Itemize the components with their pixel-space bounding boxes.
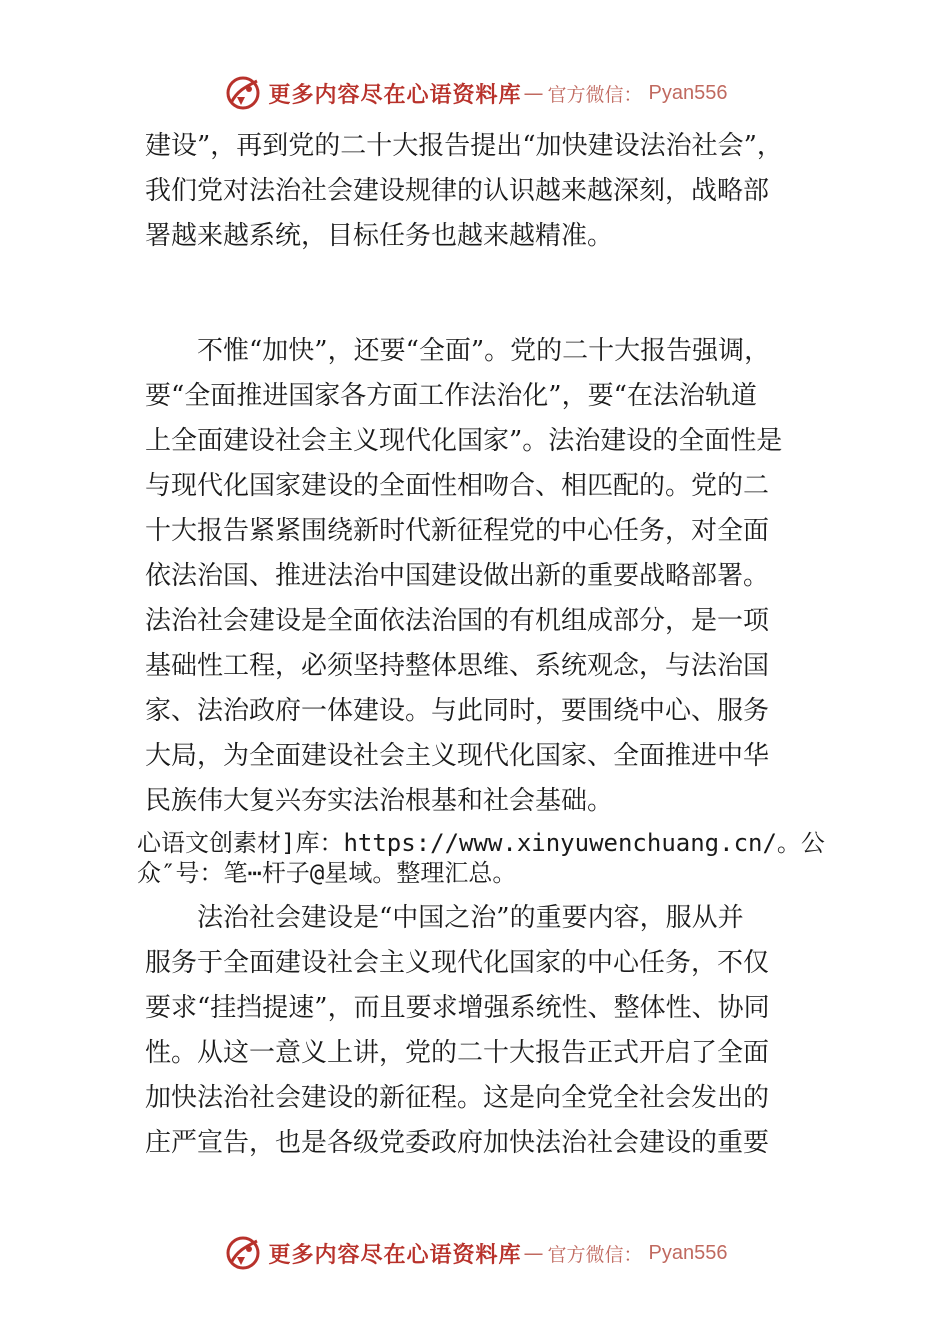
paragraph-line: 服务于全面建设社会主义现代化国家的中心任务，不仅 <box>145 948 770 978</box>
paragraph-line: 我们党对法治社会建设规律的认识越来越深刻，战略部 <box>145 176 770 206</box>
paragraph-line: 性。从这一意义上讲，党的二十大报告正式开启了全面 <box>145 1038 770 1068</box>
paragraph-line: 加快法治社会建设的新征程。这是向全党全社会发出的 <box>145 1083 770 1113</box>
paragraph-line: 要“全面推进国家各方面工作法治化”，要“在法治轨道 <box>145 381 757 411</box>
paragraph-line: 民族伟大复兴夯实法治根基和社会基础。 <box>145 786 614 816</box>
header-brand-text: 更多内容尽在心语资料库 <box>268 81 522 108</box>
paragraph-2 <box>145 329 825 824</box>
paragraph-line: 基础性工程，必须坚持整体思维、系统观念，与法治国 <box>145 651 770 681</box>
header-wechat-label: 官方微信： <box>547 83 643 106</box>
paragraph-line: 建设”，再到党的二十大报告提出“加快建设法治社会”， <box>145 131 783 161</box>
paragraph-line: 庄严宣告，也是各级党委政府加快法治社会建设的重要 <box>145 1128 770 1158</box>
header-wechat-id: Pyan556 <box>648 81 728 104</box>
promo-line: 众″号：笔⋯杆子@星域。整理汇总。 <box>137 859 517 887</box>
paragraph-spacer <box>145 259 825 329</box>
header-banner <box>0 70 950 116</box>
paragraph-1 <box>145 124 825 259</box>
footer-wechat-id: Pyan556 <box>648 1241 728 1264</box>
footer-brand-text: 更多内容尽在心语资料库 <box>268 1241 522 1268</box>
footer-separator: — <box>523 1241 544 1265</box>
paragraph-line: 法治社会建设是全面依法治国的有机组成部分，是一项 <box>145 606 770 636</box>
paragraph-line: 与现代化国家建设的全面性相吻合、相匹配的。党的二 <box>145 471 770 501</box>
paragraph-line: 法治社会建设是“中国之治”的重要内容，服从并 <box>197 903 744 933</box>
document-body <box>137 124 825 1166</box>
footer-wechat-label: 官方微信： <box>547 1243 643 1266</box>
paragraph-line: 不惟“加快”，还要“全面”。党的二十大报告强调， <box>197 336 771 366</box>
paragraph-line: 大局，为全面建设社会主义现代化国家、全面推进中华 <box>145 741 770 771</box>
paragraph-line: 十大报告紧紧围绕新时代新征程党的中心任务，对全面 <box>145 516 770 546</box>
paragraph-line: 家、法治政府一体建设。与此同时，要围绕中心、服务 <box>145 696 770 726</box>
brand-logo-icon <box>223 1233 263 1273</box>
brand-logo-icon <box>223 73 263 113</box>
promo-line: 心语文创素材]库：https://www.xinyuwenchuang.cn/。公 <box>137 829 825 857</box>
paragraph-line: 依法治国、推进法治中国建设做出新的重要战略部署。 <box>145 561 770 591</box>
paragraph-line: 署越来越系统，目标任务也越来越精准。 <box>145 221 614 251</box>
footer-banner <box>0 1230 950 1276</box>
header-separator: — <box>523 81 544 105</box>
paragraph-4 <box>145 896 825 1166</box>
paragraph-line: 要求“挂挡提速”，而且要求增强系统性、整体性、协同 <box>145 993 770 1023</box>
paragraph-line: 上全面建设社会主义现代化国家”。法治建设的全面性是 <box>145 426 783 456</box>
promo-note <box>137 828 825 888</box>
